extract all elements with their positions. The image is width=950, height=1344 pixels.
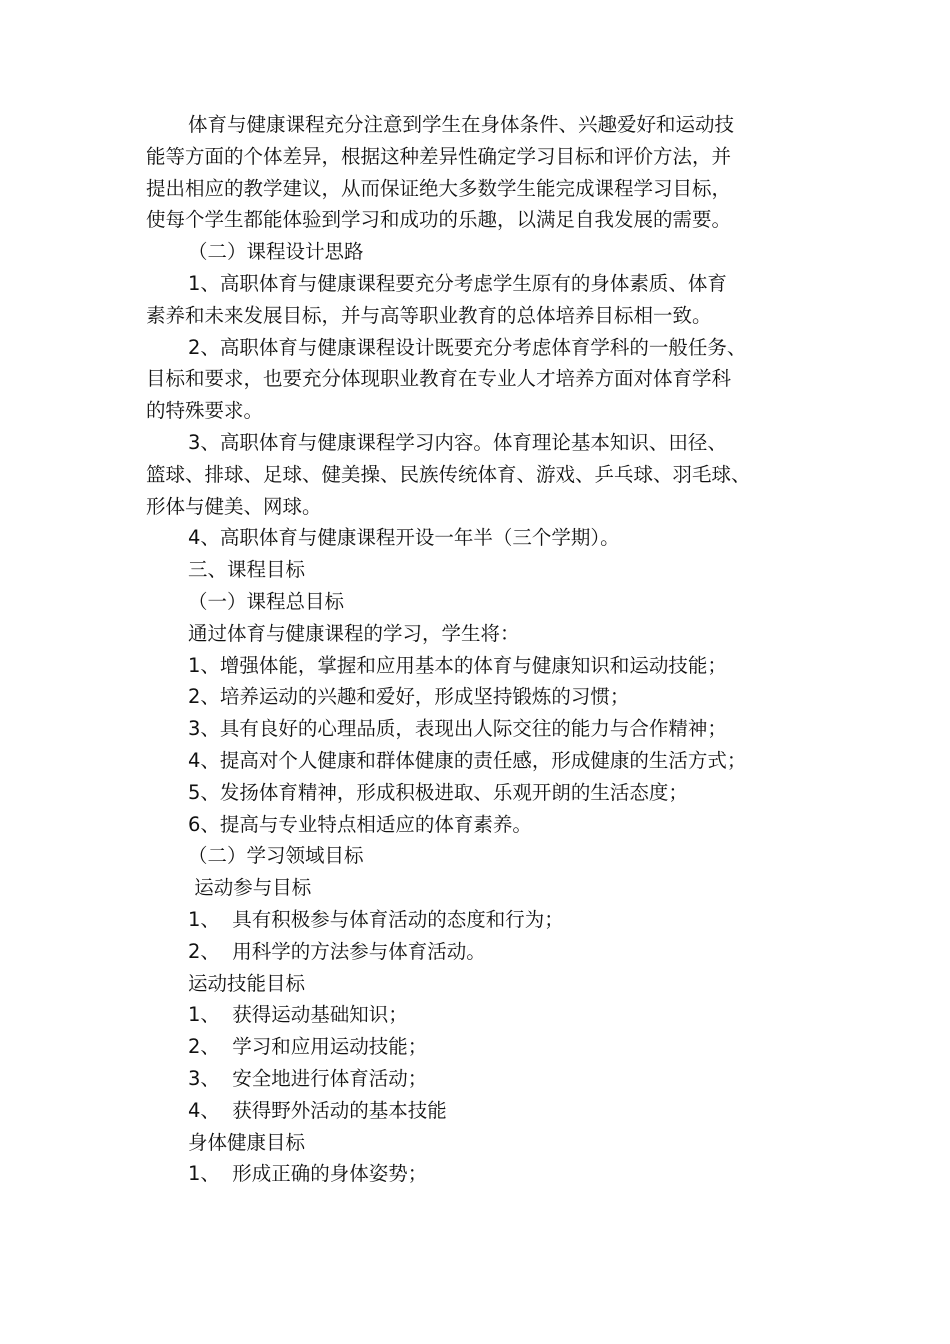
text-line: 1、高职体育与健康课程要充分考虑学生原有的身体素质、体育 [188,271,727,295]
text-line: 1、 形成正确的身体姿势； [188,1162,428,1186]
text-line: 2、培养运动的兴趣和爱好，形成坚持锻炼的习惯； [188,685,630,709]
document-body [146,109,810,1190]
text-line: 素养和未来发展目标，并与高等职业教育的总体培养目标相一致。 [146,303,712,327]
text-line: 4、 获得野外活动的基本技能 [188,1098,447,1122]
text-line: 三、课程目标 [188,558,306,582]
text-line: 2、 学习和应用运动技能； [188,1035,428,1059]
text-line: （二）学习领域目标 [188,844,364,868]
text-line: 的特殊要求。 [146,399,264,423]
text-line: 提出相应的教学建议，从而保证绝大多数学生能完成课程学习目标， [146,176,732,200]
text-line: 使每个学生都能体验到学习和成功的乐趣，以满足自我发展的需要。 [146,208,732,232]
text-line: 2、 用科学的方法参与体育活动。 [188,939,486,963]
text-line: 3、高职体育与健康课程学习内容。体育理论基本知识、田径、 [188,430,727,454]
text-line: 形体与健美、网球。 [146,494,322,518]
text-line: 目标和要求，也要充分体现职业教育在专业人才培养方面对体育学科 [146,367,732,391]
text-line: 1、 具有积极参与体育活动的态度和行为； [188,907,564,931]
text-line: 4、提高对个人健康和群体健康的责任感，形成健康的生活方式； [188,748,747,772]
text-line: 3、具有良好的心理品质，表现出人际交往的能力与合作精神； [188,717,727,741]
text-line: 1、 获得运动基础知识； [188,1003,408,1027]
text-line: 6、提高与专业特点相适应的体育素养。 [188,812,532,836]
text-line: 能等方面的个体差异，根据这种差异性确定学习目标和评价方法，并 [146,144,732,168]
text-line: 4、高职体育与健康课程开设一年半（三个学期）。 [188,526,620,550]
text-line: 5、发扬体育精神，形成积极进取、乐观开朗的生活态度； [188,780,688,804]
text-line: 身体健康目标 [188,1130,306,1154]
text-line: 2、高职体育与健康课程设计既要充分考虑体育学科的一般任务、 [188,335,747,359]
text-line: 1、增强体能，掌握和应用基本的体育与健康知识和运动技能； [188,653,727,677]
text-line: 运动技能目标 [188,971,306,995]
text-line: 运动参与目标 [188,876,312,900]
text-line: （二）课程设计思路 [188,240,364,264]
text-line: 3、 安全地进行体育活动； [188,1066,428,1090]
text-line: 篮球、排球、足球、健美操、民族传统体育、游戏、乒乓球、羽毛球、 [146,462,751,486]
text-line: （一）课程总目标 [188,589,345,613]
text-line: 体育与健康课程充分注意到学生在身体条件、兴趣爱好和运动技 [188,113,735,136]
text-line: 通过体育与健康课程的学习，学生将： [188,621,520,645]
